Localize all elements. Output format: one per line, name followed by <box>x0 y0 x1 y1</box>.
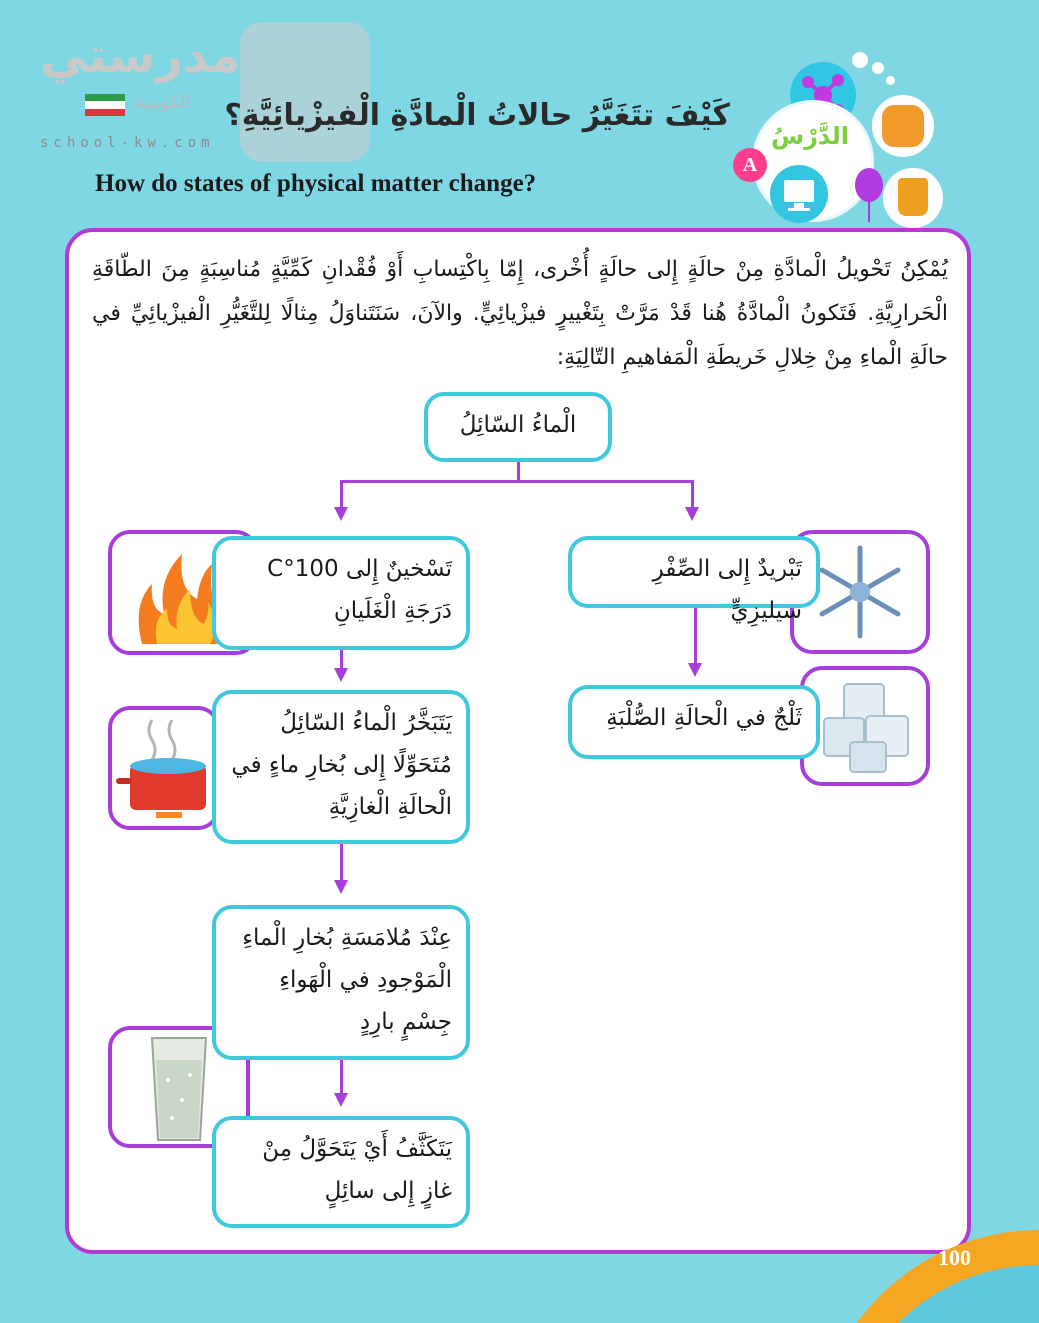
decor-dot <box>886 76 895 85</box>
connector-cooling-solid <box>694 605 697 665</box>
kuwait-flag-icon <box>85 94 125 116</box>
lesson-badge-letter: A <box>733 148 767 182</box>
concept-contact-cold: عِنْدَ مُلامَسَةِ بُخارِ الْماءِ الْمَوْجودِ في الْهَواءِ جِسْمٍ بارِدٍ <box>212 905 470 1060</box>
arrow-to-contact <box>334 880 348 894</box>
balloon-string <box>868 200 870 222</box>
concept-solid-ice: ثَلْجٌ في الْحالَةِ الصُّلْبَةِ <box>568 685 820 759</box>
concept-cooling: تَبْريدٌ إِلى الصِّفْرِ سيليزِيٍّ <box>568 536 820 608</box>
page-corner-decoration <box>820 1225 1039 1323</box>
page-number: 100 <box>938 1245 971 1270</box>
concept-root-liquid-water: الْماءُ السّائِلُ <box>424 392 612 462</box>
connector-contact-condense <box>340 1058 343 1094</box>
intro-paragraph: يُمْكِنُ تَحْويلُ الْمادَّةِ مِنْ حالَةٍ إِلى حالَةٍ أُخْرى، إِمّا بِاكْتِسابِ أَوْ فُقْدانِ كَمِّيَّةٍ مُناسِبَةٍ مِنَ الطّاقَةِ الْحَرارِيَّةِ. فَتَكونُ الْمادَّةُ هُنا قَدْ مَرَّتْ بِتَغْييرٍ فيزْيائِيٍّ. والآنَ، سَنَتَناوَلُ مِثالًا لِلتَّغَيُّرِ الْفيزْيائِيِّ في حالَةِ الْماءِ مِنْ خِلالِ خَريطَةِ الْمَفاهيمِ التّالِيَةِ: <box>92 257 948 370</box>
pot-image-box <box>108 706 220 830</box>
concept-heating: تَسْخينٌ إِلى 100°C دَرَجَةِ الْغَلَيانِ <box>212 536 470 650</box>
site-logo-subtitle: الكويتية <box>135 92 191 113</box>
arrow-to-solid <box>688 663 702 677</box>
decor-dot <box>852 52 868 68</box>
site-logo-name: مدرستي <box>40 28 241 84</box>
connector-root <box>517 460 520 482</box>
lesson-title-english: How do states of physical matter change? <box>95 170 537 197</box>
balloon-icon <box>855 168 883 202</box>
connector-horizontal <box>340 480 694 483</box>
ice-cubes-icon <box>804 670 926 782</box>
concept-condensation: يَتَكَثَّفُ أَيْ يَتَحَوَّلُ مِنْ غازٍ إِلى سائِلٍ <box>212 1116 470 1228</box>
monitor-icon <box>770 165 828 223</box>
connector-evap-contact <box>340 843 343 881</box>
lesson-title-arabic: كَيْفَ تتَغَيَّرُ حالاتُ الْمادَّةِ الْفيزْيائِيَّةِ؟ <box>224 98 730 133</box>
arrow-to-heating <box>334 507 348 521</box>
concept-evaporation: يَتَبَخَّرُ الْماءُ السّائِلُ مُتَحَوِّلًا إِلى بُخارِ ماءٍ في الْحالَةِ الْغازِيَّةِ <box>212 690 470 844</box>
arrow-to-evaporation <box>334 668 348 682</box>
arrow-to-cooling <box>685 507 699 521</box>
bag-icon <box>882 105 924 147</box>
arrow-to-condensation <box>334 1093 348 1107</box>
lesson-badge-label: الدَّرْسُ <box>770 122 850 150</box>
watermark-logo <box>240 22 370 162</box>
flask-icon <box>898 178 928 216</box>
connector-left <box>340 480 343 510</box>
boiling-pot-icon <box>112 710 216 826</box>
connector-right <box>691 480 694 510</box>
decor-dot <box>872 62 884 74</box>
site-url: school-kw.com <box>40 135 215 151</box>
connector-heating-evap <box>340 648 343 670</box>
